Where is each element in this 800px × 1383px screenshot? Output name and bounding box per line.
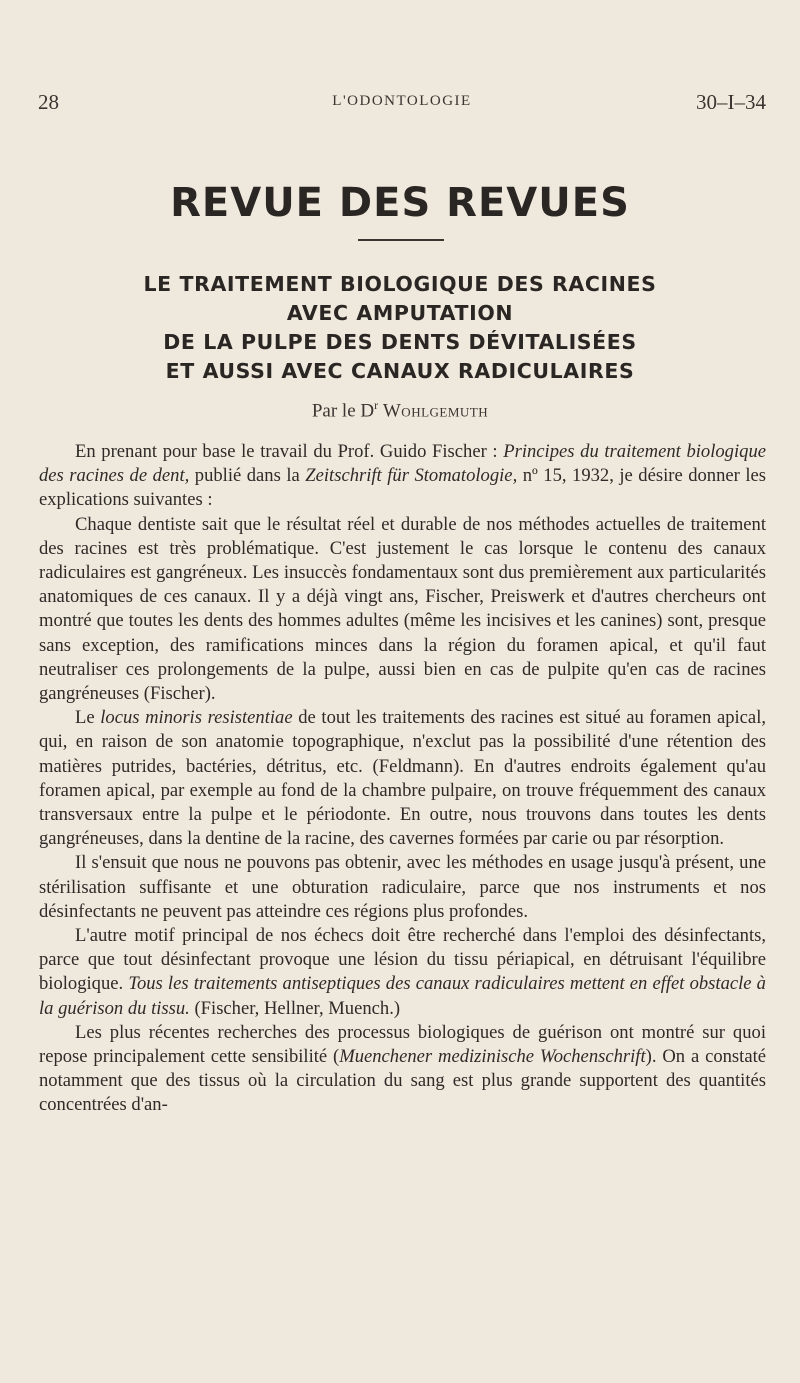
paragraph xyxy=(39,924,766,1021)
article-title-line: ET AUSSI AVEC CANAUX RADICULAIRES xyxy=(165,359,635,383)
article-title-line: DE LA PULPE DES DENTS DÉVITALISÉES xyxy=(163,330,637,354)
italic-text: Tous les traitements antiseptiques des canaux radiculaires mettent en effet obstacle à la guérison du tissu. xyxy=(39,973,766,1019)
paragraph xyxy=(39,440,766,513)
title-divider xyxy=(358,239,444,241)
italic-text: Zeitschrift für Stomatologie, xyxy=(305,465,518,487)
text-run: En prenant pour base le travail du Prof. Guido Fischer : xyxy=(75,441,504,462)
page-number: 28 xyxy=(38,90,59,114)
text-run: (Fischer, Hellner, Muench.) xyxy=(189,997,401,1019)
byline-title-sup: r xyxy=(374,398,379,412)
italic-text: Principes du traitement biologique des racines de dent, xyxy=(39,441,766,487)
text-run: nº 15, 1932, je désire donner les explications suivantes : xyxy=(39,465,767,511)
text-run: de tout les traitements des racines est situé au foramen apical, qui, en raison de son anatomie topographique, n'exclut pas la possibilité d'une rétention des matières putrides, bactéries, détritus, etc. (Feldmann). En d'autres endroits également qu'au foramen apical, par exemple au fond de la chambre pulpaire, on trouve fréquemment des canaux transversaux entre la pulpe et le périodonte. En outre, nous trouvons dans toutes les dents gangréneuses, dans la dentine de la racine, des cavernes formées par carie ou par résorption. xyxy=(39,707,767,850)
article-title-line: AVEC AMPUTATION xyxy=(286,301,514,325)
running-header xyxy=(38,90,766,114)
journal-name: L'ODONTOLOGIE xyxy=(332,93,472,109)
paragraph xyxy=(39,1021,766,1118)
text-run: Les plus récentes recherches des processus biologiques de guérison ont montré sur quoi repose principalement cette sensibilité ( xyxy=(39,1021,766,1068)
italic-text: Muenchener medizinische Wochenschrift xyxy=(339,1046,646,1068)
text-run: Chaque dentiste sait que le résultat réel et durable de nos méthodes actuelles de traitement des racines est très problématique. C'est justement le cas lorsque le contenu des canaux radiculaires est gangréneux. Les insuccès fondamentaux sont dus premièrement aux particularités anatomiques de ces canaux. Il y a déjà vingt ans, Fischer, Preiswerk et d'autres chercheurs ont montré que toutes les dents des hommes adultes (même les incisives et les canines) sont, presque sans exception, des ramifications minces dans la région du foramen apical, et qu'il faut neutraliser ces prolongements de la pulpe, aussi bien en cas de pulpite qu'en cas de racines gangréneuses (Fischer). xyxy=(39,513,766,705)
author-name: Wohlgemuth xyxy=(382,400,489,422)
section-title: REVUE DES REVUES xyxy=(170,180,630,226)
paragraph xyxy=(39,706,766,851)
text-run: Le xyxy=(75,707,101,729)
text-run: publié dans la xyxy=(189,465,306,487)
byline xyxy=(0,398,800,422)
byline-prefix: Par le D xyxy=(311,400,375,422)
text-run: L'autre motif principal de nos échecs doit être recherché dans l'emploi des désinfectants, parce que tout désinfectant provoque une lésion du tissu périapical, en détruisant l'équilibre biologique. xyxy=(39,925,766,995)
issue-date: 30–I–34 xyxy=(696,90,766,114)
paragraph xyxy=(39,851,766,924)
article-title-line: LE TRAITEMENT BIOLOGIQUE DES RACINES xyxy=(143,272,657,296)
article-body xyxy=(39,440,766,1118)
text-run: ). On a constaté notamment que des tissus où la circulation du sang est plus grande supportent des quantités concentrées d'an- xyxy=(39,1046,766,1116)
italic-text: locus minoris resistentiae xyxy=(100,707,293,729)
article-title xyxy=(0,270,800,386)
paragraph xyxy=(39,513,766,707)
text-run: Il s'ensuit que nous ne pouvons pas obtenir, avec les méthodes en usage jusqu'à présent, une stérilisation suffisante et une obturation radiculaire, parce que nos instruments et nos désinfectants ne peuvent pas atteindre ces régions plus profondes. xyxy=(39,852,766,922)
